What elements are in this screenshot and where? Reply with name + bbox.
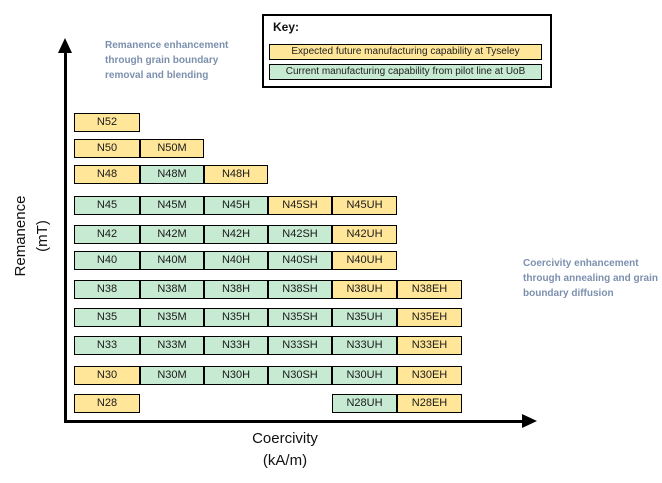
grade-cell-n48m: N48M [140, 165, 204, 184]
grade-cell-n33h: N33H [204, 336, 268, 355]
grade-cell-n42: N42 [74, 225, 140, 244]
x-axis-label [195, 428, 375, 472]
grade-cell-n28uh: N28UH [332, 394, 397, 413]
grade-cell-n40sh: N40SH [268, 251, 332, 270]
grade-cell-n35sh: N35SH [268, 308, 332, 327]
grade-cell-n42uh: N42UH [332, 225, 397, 244]
grade-cell-n30sh: N30SH [268, 366, 332, 385]
x-axis [64, 420, 523, 423]
grade-cell-n35eh: N35EH [397, 308, 462, 327]
grade-cell-n40uh: N40UH [332, 251, 397, 270]
grade-cell-n52: N52 [74, 113, 140, 132]
y-axis [64, 52, 67, 422]
grade-cell-n33: N33 [74, 336, 140, 355]
legend-item-future: Expected future manufacturing capability at Tyseley [269, 44, 542, 60]
y-axis-arrowhead-icon [58, 38, 72, 53]
grade-cell-n35m: N35M [140, 308, 204, 327]
grade-cell-n45h: N45H [204, 196, 268, 215]
grade-cell-n30h: N30H [204, 366, 268, 385]
grade-cell-n48: N48 [74, 165, 140, 184]
grade-cell-n33sh: N33SH [268, 336, 332, 355]
legend [262, 14, 552, 88]
grade-cell-n48h: N48H [204, 165, 268, 184]
grade-cell-n35: N35 [74, 308, 140, 327]
grade-cell-n35h: N35H [204, 308, 268, 327]
x-axis-label-line2: (kA/m) [262, 452, 308, 469]
grade-cell-n38uh: N38UH [332, 280, 397, 299]
annotation-remanence-enhancement: Remanence enhancement through grain boundary removal and blending [105, 40, 229, 81]
grade-cell-n30uh: N30UH [332, 366, 397, 385]
grade-cell-n30: N30 [74, 366, 140, 385]
legend-item-current: Current manufacturing capability from pilot line at UoB [269, 64, 542, 80]
grade-cell-n50m: N50M [140, 139, 204, 158]
grade-cell-n38: N38 [74, 280, 140, 299]
grade-cell-n45uh: N45UH [332, 196, 397, 215]
grade-cell-n38h: N38H [204, 280, 268, 299]
grade-cell-n33eh: N33EH [397, 336, 462, 355]
legend-title: Key: [273, 20, 300, 34]
grade-cell-n40: N40 [74, 251, 140, 270]
annotation-coercivity-enhancement: Coercivity enhancement through annealing and grain boundary diffusion [523, 258, 658, 299]
grade-cell-n45: N45 [74, 196, 140, 215]
x-axis-label-line1: Coercivity [252, 430, 318, 447]
grade-cell-n38eh: N38EH [397, 280, 462, 299]
grade-cell-n33m: N33M [140, 336, 204, 355]
grade-cell-n40m: N40M [140, 251, 204, 270]
x-axis-arrowhead-icon [522, 414, 537, 428]
grade-cell-n42m: N42M [140, 225, 204, 244]
grade-cell-n45sh: N45SH [268, 196, 332, 215]
y-axis-label-line1: Remanence [12, 195, 29, 277]
grade-cell-n42sh: N42SH [268, 225, 332, 244]
grade-cell-n28: N28 [74, 394, 140, 413]
y-axis-label-line2: (mT) [34, 220, 51, 252]
y-axis-label [10, 156, 56, 316]
grade-cell-n28eh: N28EH [397, 394, 462, 413]
grade-cell-n45m: N45M [140, 196, 204, 215]
grade-cell-n30m: N30M [140, 366, 204, 385]
grade-cell-n38sh: N38SH [268, 280, 332, 299]
grade-cell-n40h: N40H [204, 251, 268, 270]
grade-cell-n35uh: N35UH [332, 308, 397, 327]
grade-cell-n50: N50 [74, 139, 140, 158]
grade-cell-n33uh: N33UH [332, 336, 397, 355]
grade-cell-n30eh: N30EH [397, 366, 462, 385]
grade-cell-n38m: N38M [140, 280, 204, 299]
grade-cell-n42h: N42H [204, 225, 268, 244]
